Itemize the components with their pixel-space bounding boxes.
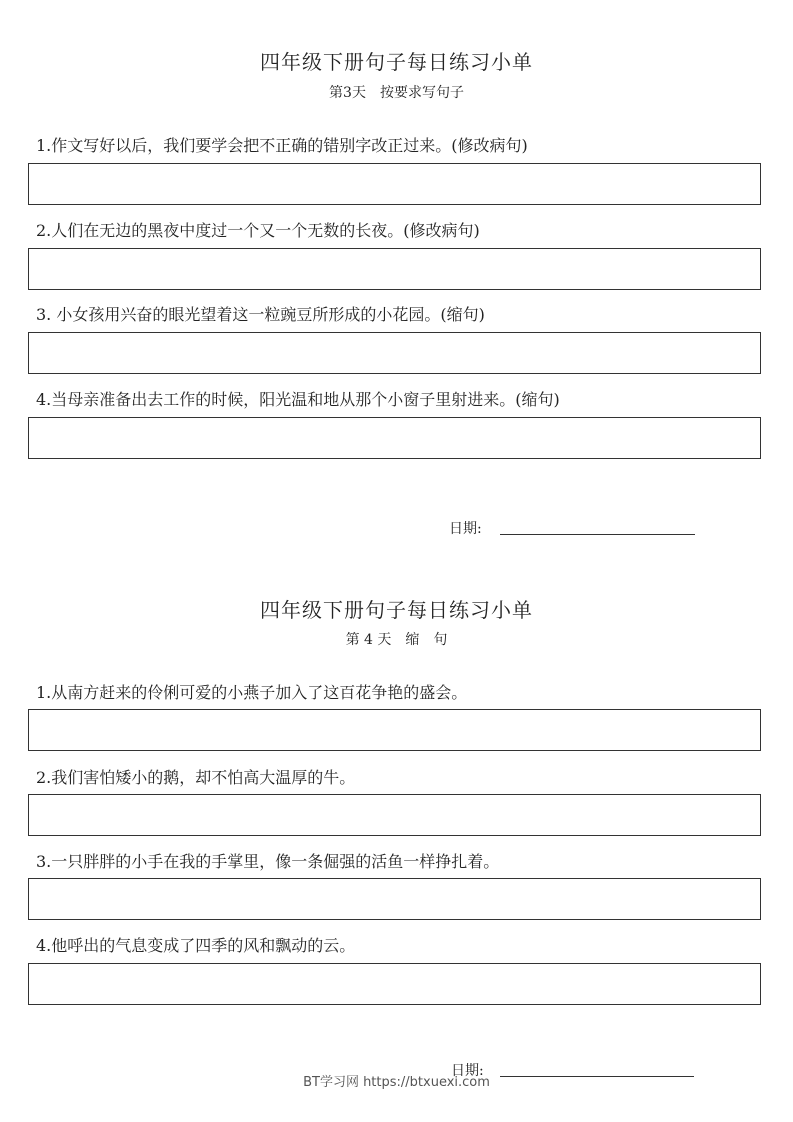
sheet1-answer-box-4[interactable] bbox=[28, 417, 761, 459]
sheet1-answer-box-2[interactable] bbox=[28, 248, 761, 290]
sheet1-date-line[interactable] bbox=[500, 534, 695, 535]
sheet1-answer-box-3[interactable] bbox=[28, 332, 761, 374]
sheet1-date-label: 日期: bbox=[449, 521, 482, 537]
footer-watermark: BT学习网 https://btxuexi.com bbox=[303, 1075, 490, 1090]
sheet2-answer-box-3[interactable] bbox=[28, 878, 761, 920]
sheet2-date-label: 日期: bbox=[451, 1063, 484, 1079]
sheet1-question-2: 2.人们在无边的黑夜中度过一个又一个无数的长夜。(修改病句) bbox=[36, 221, 480, 240]
sheet1-question-1: 1.作文写好以后，我们要学会把不正确的错别字改正过来。(修改病句) bbox=[36, 136, 528, 155]
sheet2-title: 四年级下册句子每日练习小单 bbox=[260, 598, 533, 622]
sheet1-subtitle: 第3天 按要求写句子 bbox=[329, 85, 464, 101]
sheet2-question-2: 2.我们害怕矮小的鹅，却不怕高大温厚的牛。 bbox=[36, 768, 356, 787]
sheet2-answer-box-2[interactable] bbox=[28, 794, 761, 836]
sheet2-answer-box-1[interactable] bbox=[28, 709, 761, 751]
sheet2-question-1: 1.从南方赶来的伶俐可爱的小燕子加入了这百花争艳的盛会。 bbox=[36, 683, 468, 702]
sheet2-question-4: 4.他呼出的气息变成了四季的风和飘动的云。 bbox=[36, 936, 356, 955]
sheet2-question-3: 3.一只胖胖的小手在我的手掌里，像一条倔强的活鱼一样挣扎着。 bbox=[36, 852, 500, 871]
sheet2-subtitle: 第 4 天 缩 句 bbox=[345, 632, 448, 648]
sheet1-answer-box-1[interactable] bbox=[28, 163, 761, 205]
sheet1-question-4: 4.当母亲准备出去工作的时候，阳光温和地从那个小窗子里射进来。(缩句) bbox=[36, 390, 560, 409]
sheet2-answer-box-4[interactable] bbox=[28, 963, 761, 1005]
sheet1-question-3: 3. 小女孩用兴奋的眼光望着这一粒豌豆所形成的小花园。(缩句) bbox=[36, 305, 485, 324]
sheet1-title: 四年级下册句子每日练习小单 bbox=[260, 50, 533, 74]
